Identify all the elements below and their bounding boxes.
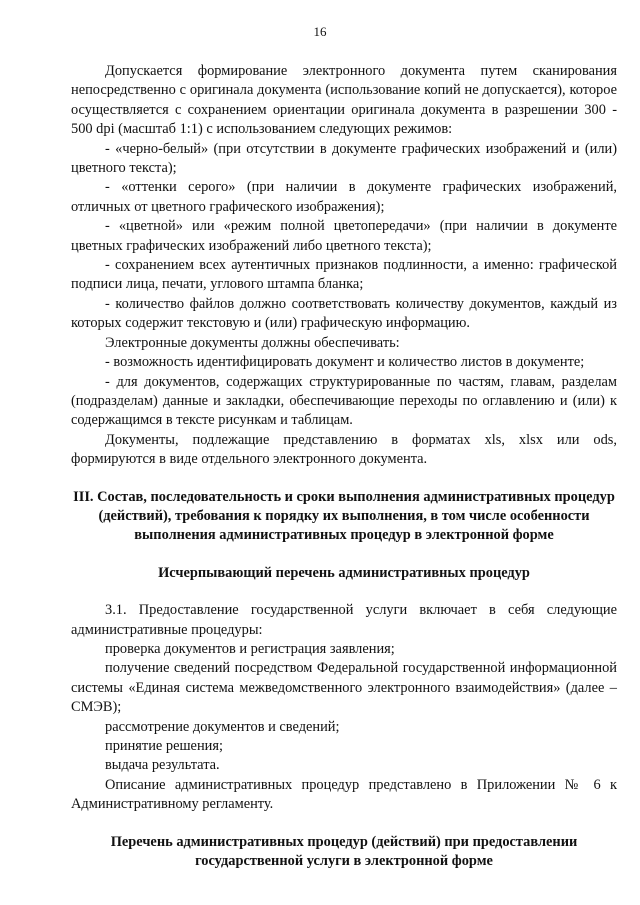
- list-item-review: рассмотрение документов и сведений;: [105, 718, 340, 735]
- list-item-decision: принятие решения;: [105, 738, 223, 754]
- list-item-grayscale: - «оттенки серого» (при наличии в документе графических изображений, отличных от цветного графического изображения);: [71, 179, 617, 215]
- section-heading: III. Состав, последовательность и сроки выполнения административных процедур (действий), требования к порядку их выполнения, в том числе особенности выполнения административных процедур в электронной форме: [73, 488, 615, 544]
- paragraph-formats: Документы, подлежащие представлению в форматах xls, xlsx или ods, формируются в виде отдельного электронного документа.: [71, 431, 617, 468]
- list-item-smev: получение сведений посредством Федеральной государственной информационной системы «Единая система межведомственного электронного взаимодействия» (далее – СМЭВ);: [71, 660, 617, 716]
- list-item-authenticity: - сохранением всех аутентичных признаков подлинности, а именно: графической подписи лица, печати, углового штампа бланка;: [71, 257, 617, 293]
- paragraph-scanning: Допускается формирование электронного документа путем сканирования непосредственно с оригинала документа (использование копий не допускается), которое осуществляется с сохранением ориентации оригинала документа в разрешении 300 - 500 dpi (масштаб 1:1) с использованием следующих режимов:: [71, 63, 617, 138]
- list-item-identify: - возможность идентифицировать документ и количество листов в документе;: [105, 354, 585, 371]
- list-item-check: проверка документов и регистрация заявления;: [105, 640, 395, 657]
- list-item-color: - «цветной» или «режим полной цветопередачи» (при наличии в документе цветных графических изображений либо цветного текста);: [71, 218, 617, 254]
- list-item-bw: - «черно-белый» (при отсутствии в документе графических изображений и (или) цветного текста);: [71, 140, 617, 177]
- paragraph-requirements: Электронные документы должны обеспечивать:: [105, 334, 400, 351]
- paragraph-description: Описание административных процедур представлено в Приложении № 6 к Административному регламенту.: [71, 776, 617, 813]
- list-item-structured: - для документов, содержащих структурированные по частям, главам, разделам (подразделам) данные и закладки, обеспечивающие переходы по оглавлению и (или) к содержащимся в тексте рисункам и таблицам.: [71, 373, 617, 429]
- list-item-result: выдача результата.: [105, 757, 220, 774]
- paragraph-procedures: 3.1. Предоставление государственной услуги включает в себя следующие административные процедуры:: [71, 602, 617, 638]
- subsection-heading: Исчерпывающий перечень административных процедур: [158, 564, 530, 581]
- page-body: [71, 62, 617, 871]
- list-item-file-count: - количество файлов должно соответствовать количеству документов, каждый из которых содержит текстовую и (или) графическую информацию.: [71, 295, 617, 332]
- page-number: 16: [313, 24, 327, 39]
- subsection-heading-electronic: Перечень административных процедур (действий) при предоставлении государственной услуги в электронной форме: [110, 833, 578, 870]
